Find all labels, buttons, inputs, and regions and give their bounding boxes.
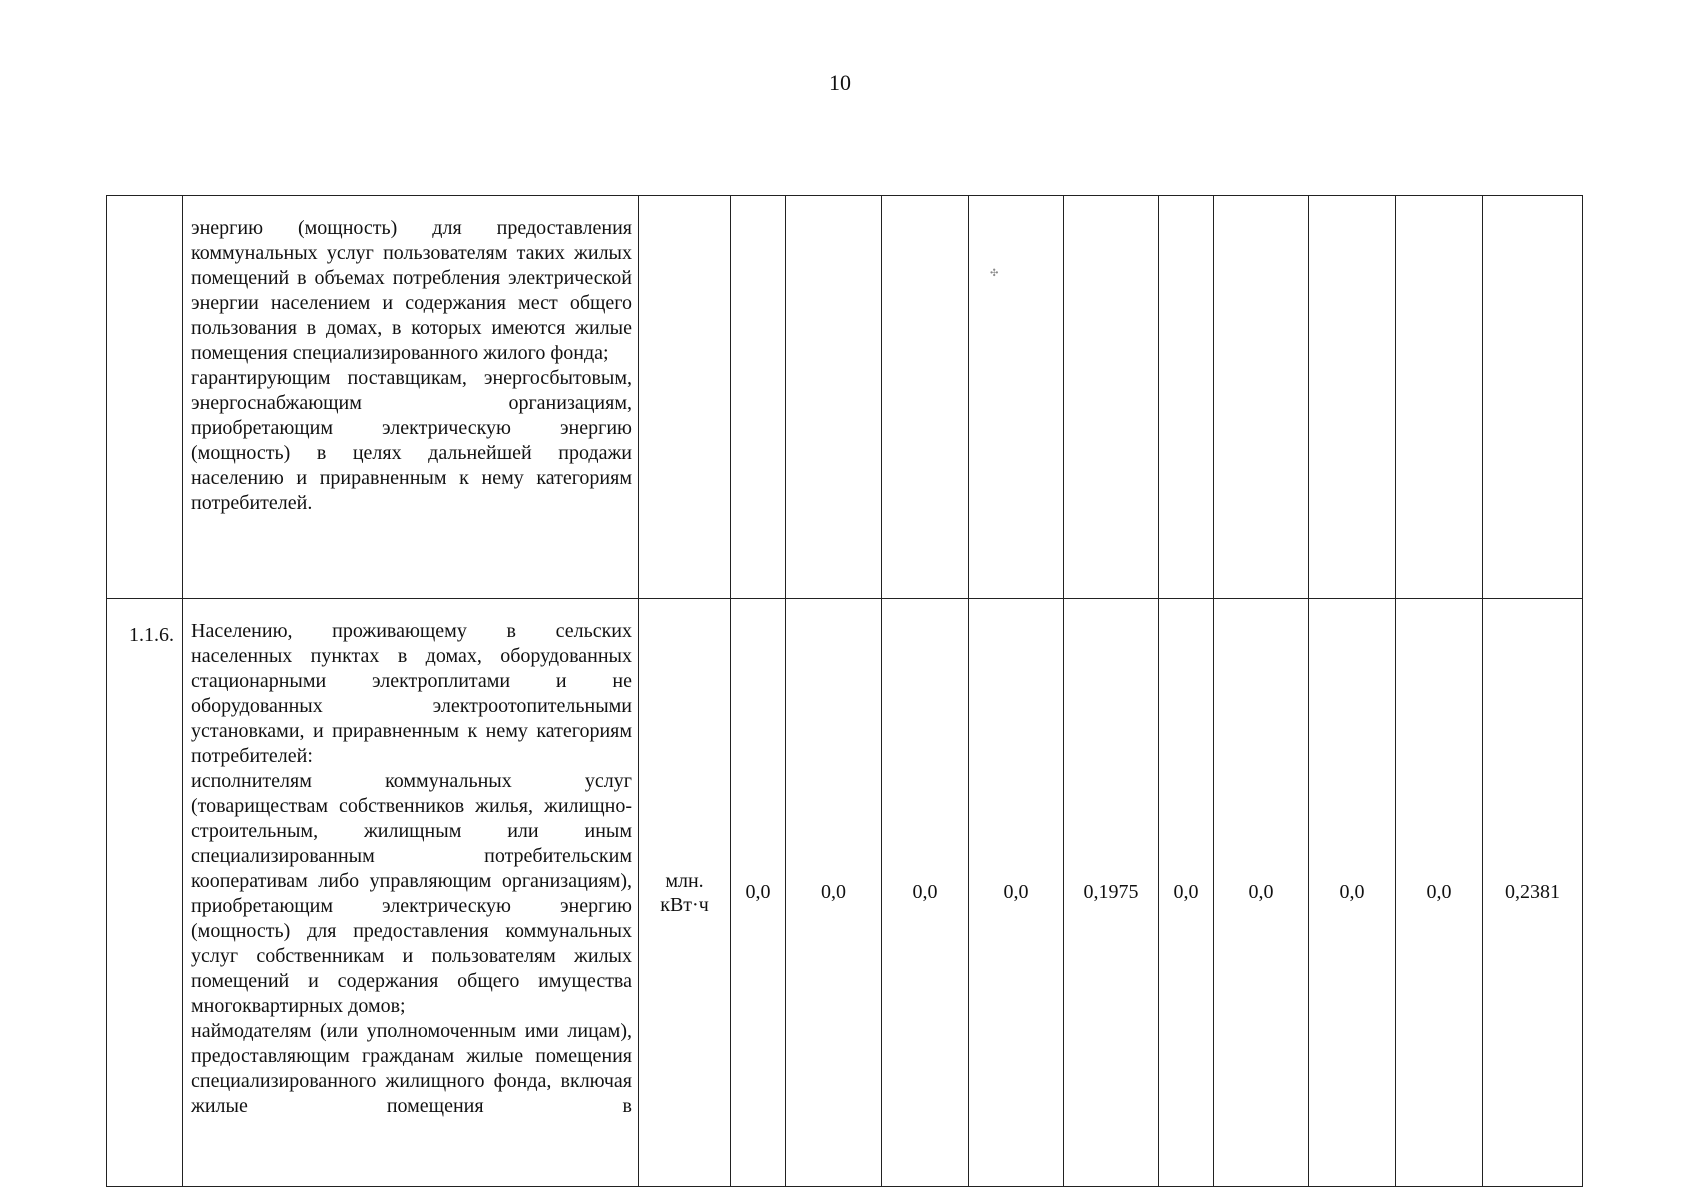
description-paragraph: энергию (мощность) для предоставления коммунальных услуг пользователям таких жилых помещений в объемах потребления электрической энергии населением и содержания мест общего пользования в домах, в которых имеются жилые помещения специализированного жилого фонда; bbox=[191, 217, 632, 364]
value-cell: 0,2381 bbox=[1483, 599, 1583, 1187]
value-cell: 0,0 bbox=[1214, 599, 1309, 1187]
value-cell: 0,0 bbox=[786, 599, 882, 1187]
row-description-cell bbox=[183, 196, 639, 599]
value-cell: 0,0 bbox=[1159, 599, 1214, 1187]
unit-line: кВт·ч bbox=[660, 893, 709, 916]
tariff-balance-table bbox=[106, 195, 1583, 1187]
value-cell bbox=[1064, 196, 1159, 599]
value-cell bbox=[786, 196, 882, 599]
value-cell bbox=[731, 196, 786, 599]
unit-cell bbox=[639, 599, 731, 1187]
value-cell bbox=[882, 196, 969, 599]
scan-speck-mark: ✣ bbox=[990, 268, 999, 279]
value-cell: 0,0 bbox=[1309, 599, 1396, 1187]
value-cell bbox=[1396, 196, 1483, 599]
description-paragraph: гарантирующим поставщикам, энергосбытовым, энергоснабжающим организациям, приобретающим электрическую энергию (мощность) в целях дальнейшей продажи населению и приравненным к нему категориям потребителей. bbox=[191, 367, 632, 514]
table-row bbox=[107, 196, 1583, 599]
row-description-cell bbox=[183, 599, 639, 1187]
row-number-cell: 1.1.6. bbox=[107, 599, 183, 1187]
unit-cell bbox=[639, 196, 731, 599]
value-cell: 0,0 bbox=[969, 599, 1064, 1187]
description-paragraph: наймодателям (или уполномоченным ими лицам), предоставляющим гражданам жилые помещения специализированного жилищного фонда, включая жилые помещения в bbox=[191, 1020, 632, 1117]
unit-line: млн. bbox=[665, 869, 704, 892]
value-cell: 0,0 bbox=[1396, 599, 1483, 1187]
value-cell: 0,1975 bbox=[1064, 599, 1159, 1187]
row-number-cell bbox=[107, 196, 183, 599]
value-cell bbox=[969, 196, 1064, 599]
value-cell bbox=[1214, 196, 1309, 599]
value-cell: 0,0 bbox=[882, 599, 969, 1187]
description-paragraph: Населению, проживающему в сельских населенных пунктах в домах, оборудованных стационарными электроплитами и не оборудованных электроотопительными установками, и приравненным к нему категориям потребителей: bbox=[191, 620, 632, 767]
page-number: 10 bbox=[829, 70, 851, 95]
value-cell: 0,0 bbox=[731, 599, 786, 1187]
value-cell bbox=[1159, 196, 1214, 599]
value-cell bbox=[1309, 196, 1396, 599]
description-paragraph: исполнителям коммунальных услуг (товариществам собственников жилья, жилищно-строительным, жилищным или иным специализированным потребительским кооперативам либо управляющим организациям), приобретающим электрическую энергию (мощность) для предоставления коммунальных услуг собственникам и пользователям жилых помещений и содержания общего имущества многоквартирных домов; bbox=[191, 770, 632, 1017]
value-cell bbox=[1483, 196, 1583, 599]
table-row bbox=[107, 599, 1583, 1187]
